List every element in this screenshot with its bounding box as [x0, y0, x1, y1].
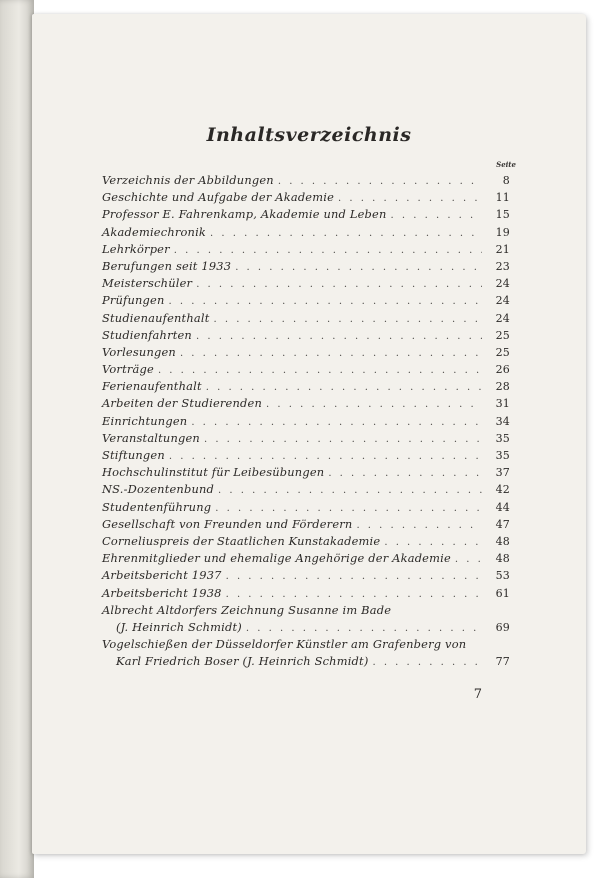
- toc-entry-page: 26: [495, 363, 510, 377]
- page-title: Inhaltsverzeichnis: [206, 124, 412, 146]
- toc-entry-page: 21: [495, 242, 510, 256]
- toc-entry: [102, 361, 510, 378]
- toc-entry-page: 28: [495, 380, 510, 394]
- toc-entry-page: 37: [495, 466, 510, 480]
- toc-entry-title: Studienfahrten: [102, 327, 192, 342]
- leader-dots: [226, 568, 482, 585]
- toc-entry-title: Hochschulinstitut für Leibesübungen: [102, 465, 325, 480]
- toc-entry-title: Albrecht Altdorfers Zeichnung Susanne im Bade: [102, 602, 392, 617]
- toc-entry: [102, 447, 510, 464]
- toc-entry-line1: [102, 636, 510, 653]
- toc-entry-page: 44: [495, 500, 510, 514]
- toc-entry-page: 69: [495, 620, 510, 634]
- toc-entry-page: 8: [502, 174, 510, 187]
- toc-entry-page: 24: [495, 277, 510, 291]
- leader-dots: [158, 362, 482, 379]
- toc-entry-page: 35: [495, 449, 510, 462]
- toc-entry-page: 31: [495, 397, 510, 411]
- leader-dots: [169, 293, 482, 310]
- toc-entry: [102, 413, 510, 430]
- book-spine: [0, 0, 34, 878]
- toc-entry: [102, 275, 510, 292]
- leader-dots: [338, 190, 482, 207]
- leader-dots: [196, 328, 482, 345]
- leader-dots: [196, 276, 482, 293]
- toc-entry-title: Vorträge: [102, 362, 154, 377]
- toc-entry-title: Vorlesungen: [102, 344, 176, 359]
- leader-dots: [455, 551, 482, 568]
- page-number: 7: [473, 687, 482, 702]
- toc-entry: [102, 310, 510, 327]
- toc-entry: [102, 292, 510, 309]
- toc-entry-title: Arbeitsbericht 1937: [102, 568, 222, 583]
- leader-dots: [218, 482, 482, 499]
- toc-entry-line2: [102, 653, 510, 670]
- toc-entry-title-cont: Karl Friedrich Boser (J. Heinrich Schmidt): [116, 654, 369, 669]
- toc-entry: [102, 533, 510, 550]
- toc-entry-page: 34: [495, 414, 510, 428]
- toc-entry-title: Corneliuspreis der Staatlichen Kunstakademie: [102, 533, 381, 548]
- toc-entry: [102, 430, 510, 447]
- toc-entry-line1: [102, 602, 510, 619]
- toc-entry-title: Akademiechronik: [102, 224, 207, 239]
- toc-entry-page: 25: [495, 345, 510, 359]
- leader-dots: [174, 242, 482, 259]
- toc-entry-page: 48: [495, 534, 510, 548]
- toc-entry: [102, 241, 510, 258]
- toc-entry: [102, 327, 510, 344]
- leader-dots: [213, 311, 482, 328]
- toc-entry-title: NS.-Dozentenbund: [102, 482, 215, 497]
- toc-entry: [102, 464, 510, 481]
- toc-entry: [102, 516, 510, 533]
- toc-entry-page: 25: [495, 328, 510, 342]
- toc-entry-title: Einrichtungen: [102, 413, 188, 428]
- leader-dots: [266, 396, 482, 413]
- toc-entry-page: 35: [495, 431, 510, 445]
- toc-entry-title: Vogelschießen der Düsseldorfer Künstler am Grafenberg von: [102, 637, 467, 652]
- toc-entry: [102, 344, 510, 361]
- leader-dots: [169, 448, 482, 465]
- toc-entry-page: 23: [495, 259, 510, 273]
- toc-entry-page: 53: [495, 569, 510, 583]
- toc-entry-title: Prüfungen: [102, 293, 165, 308]
- toc-entry-page: 19: [495, 225, 510, 239]
- book-page: [32, 14, 586, 854]
- toc-entry-title-cont: (J. Heinrich Schmidt): [116, 619, 242, 634]
- page-column-label: Seite: [496, 160, 516, 169]
- leader-dots: [204, 431, 482, 448]
- leader-dots: [391, 207, 482, 224]
- toc-entry-title: Verzeichnis der Abbildungen: [102, 173, 274, 187]
- toc-entry: [102, 499, 510, 516]
- leader-dots: [215, 500, 482, 517]
- toc-entry-title: Professor E. Fahrenkamp, Akademie und Leben: [102, 207, 387, 222]
- leader-dots: [278, 173, 482, 190]
- leader-dots: [191, 414, 482, 431]
- toc-entry-page: 42: [495, 483, 510, 497]
- toc-entry-title: Studentenführung: [102, 499, 212, 514]
- leader-dots: [246, 620, 482, 637]
- toc-entry-title: Berufungen seit 1933: [102, 258, 232, 273]
- toc-entry: [102, 189, 510, 206]
- toc-entry-title: Ehrenmitglieder und ehemalige Angehörige der Akademie: [102, 551, 451, 566]
- leader-dots: [356, 517, 482, 534]
- leader-dots: [235, 259, 482, 276]
- toc-entry-title: Ferienaufenthalt: [102, 379, 202, 394]
- leader-dots: [206, 379, 482, 396]
- toc-entry: [102, 258, 510, 275]
- toc-entry-title: Arbeiten der Studierenden: [102, 396, 263, 411]
- toc-entry-page: 77: [495, 655, 510, 669]
- toc-entry-title: Studienaufenthalt: [102, 310, 210, 325]
- leader-dots: [210, 225, 482, 242]
- leader-dots: [180, 345, 482, 362]
- leader-dots: [372, 654, 482, 671]
- toc-entry-title: Arbeitsbericht 1938: [102, 585, 222, 600]
- leader-dots: [226, 586, 482, 603]
- toc-entry: [102, 206, 510, 223]
- toc-entry-page: 15: [495, 208, 510, 222]
- toc-entry-page: 11: [495, 191, 510, 205]
- toc-entry: [102, 585, 510, 602]
- toc-entry-title: Meisterschüler: [102, 276, 193, 291]
- toc-entry: [102, 378, 510, 395]
- toc-entry-page: 24: [495, 311, 510, 325]
- toc-entry-title: Lehrkörper: [102, 241, 170, 256]
- table-of-contents: [102, 172, 510, 670]
- leader-dots: [384, 534, 482, 551]
- toc-entry: [102, 224, 510, 241]
- leader-dots: [328, 465, 482, 482]
- toc-entry-page: 48: [495, 552, 510, 566]
- toc-entry-page: 61: [495, 586, 510, 600]
- toc-entry-title: Geschichte und Aufgabe der Akademie: [102, 190, 335, 205]
- toc-entry: [102, 550, 510, 567]
- toc-entry-page: 24: [495, 294, 510, 308]
- toc-entry-title: Gesellschaft von Freunden und Förderern: [102, 516, 353, 531]
- toc-entry-line2: [102, 619, 510, 636]
- toc-entry-title: Veranstaltungen: [102, 430, 200, 445]
- toc-entry-title: Stiftungen: [102, 448, 165, 462]
- toc-entry: [102, 481, 510, 498]
- toc-entry: [102, 567, 510, 584]
- toc-entry: [102, 395, 510, 412]
- toc-entry: [102, 172, 510, 189]
- toc-entry-page: 47: [495, 517, 510, 531]
